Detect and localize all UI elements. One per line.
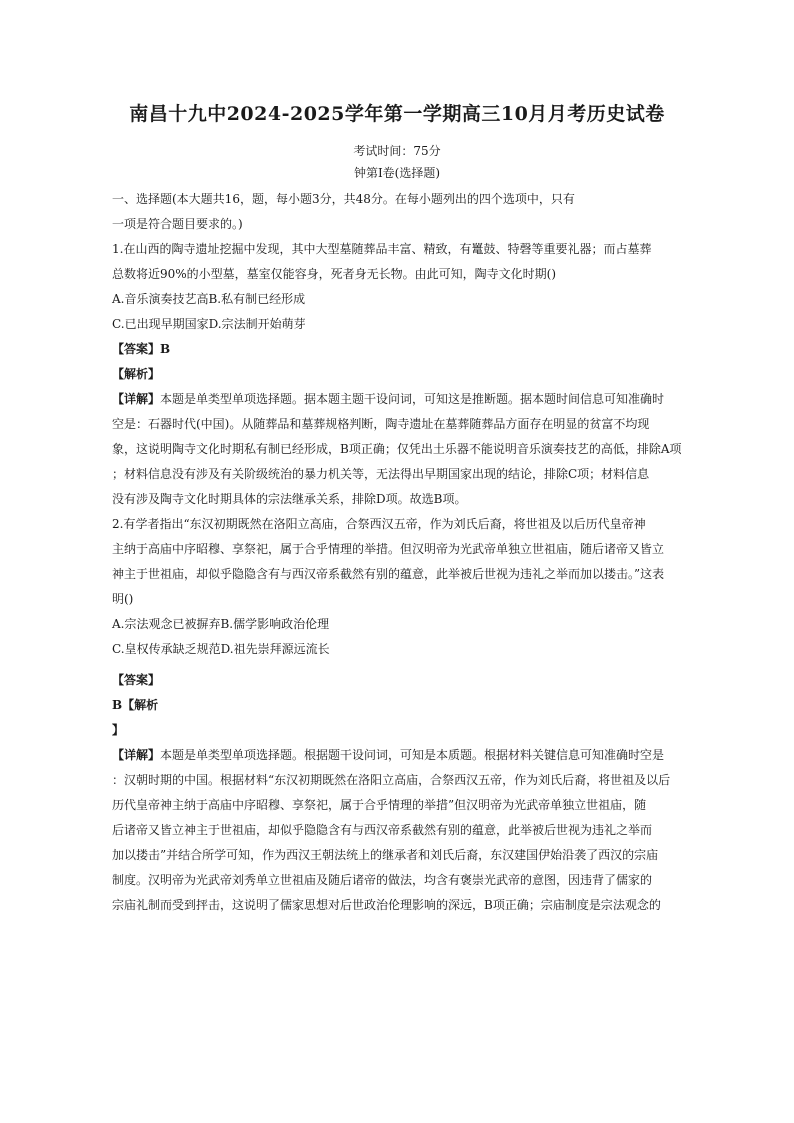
q2-answer-value: B xyxy=(112,698,123,712)
section-line-2: 一项是符合题目要求的。) xyxy=(112,217,243,231)
q2-stem-line-4: 明() xyxy=(112,592,134,606)
q2-detail-line-6: 制度。汉明帝为光武帝刘秀单立世祖庙及随后诸帝的做法，均含有褒崇光武帝的意图，因违背了儒家的 xyxy=(112,873,653,887)
page-title: 南昌十九中2024-2025学年第一学期高三10月月考历史试卷 xyxy=(129,103,665,125)
q2-stem-line-2: 主纳于高庙中序昭穆、享祭祀，属于合乎情理的举措。但汉明帝为光武帝单独立世祖庙，随后诸帝又皆立 xyxy=(112,542,665,556)
q1-stem-line-1: 1.在山西的陶寺遗址挖掘中发现，其中大型墓随葬品丰富、精致，有鼍鼓、特磬等重要礼器；而占墓葬 xyxy=(112,242,652,256)
q1-detail-line-3: 象，这说明陶寺文化时期私有制已经形成，B项正确；仅凭出土乐器不能说明音乐演奏技艺的高低，排除A项 xyxy=(112,442,682,456)
q1-stem-line-2: 总数将近90%的小型墓，墓室仅能容身，死者身无长物。由此可知，陶寺文化时期() xyxy=(112,267,557,281)
section-line-1: 一、选择题(本大题共16，题，每小题3分，共48分。在每小题列出的四个选项中，只有 xyxy=(112,192,575,206)
question-2 xyxy=(112,512,682,918)
q2-detail-line-1 xyxy=(112,743,682,768)
q1-detail-line-2: 空是：石器时代(中国)。从随葬品和墓葬规格判断，陶寺遗址在墓葬随葬品方面存在明显的贫富不均现 xyxy=(112,417,650,431)
q2-options-line-1: A.宗法观念已被摒弃B.儒学影响政治伦理 xyxy=(112,617,330,631)
q1-detail-line-1 xyxy=(112,387,682,412)
q1-detail-line-5: 没有涉及陶寺文化时期具体的宗法继承关系，排除D项。故选B项。 xyxy=(112,492,467,506)
q2-detail-line-2: ：汉朝时期的中国。根据材料“东汉初期既然在洛阳立高庙，合祭西汉五帝，作为刘氏后裔，将世祖及以后 xyxy=(112,773,671,787)
q1-options-line-2: C.已出现早期国家D.宗法制开始萌芽 xyxy=(112,317,306,331)
q2-detail-tag: 【详解】 xyxy=(112,748,161,762)
section-heading xyxy=(112,187,682,237)
q1-detail-line-4: ；材料信息没有涉及有关阶级统治的暴力机关等，无法得出早期国家出现的结论，排除C项；材料信息 xyxy=(112,467,650,481)
volume-label: 钟第I卷(选择题) xyxy=(353,166,441,180)
q2-analysis-tag-close: 】 xyxy=(112,723,125,737)
q2-options-line-2: C.皇权传承缺乏规范D.祖先崇拜源远流长 xyxy=(112,642,330,656)
q2-answer-tag: 【答案】 xyxy=(112,673,161,687)
question-1 xyxy=(112,237,682,512)
q1-answer xyxy=(112,337,682,362)
q2-detail-line-4: 后诸帝又皆立神主于世祖庙，却似乎隐隐含有与西汉帝系截然有别的蕴意，此举被后世视为违礼之举而 xyxy=(112,823,653,837)
q2-analysis-tag-open: 【解析 xyxy=(122,698,159,712)
q1-detail-text-1: 本题是单类型单项选择题。据本题主题干设问词，可知这是推断题。据本题时间信息可知准确时 xyxy=(160,392,665,406)
q1-answer-tag: 【答案】 xyxy=(112,342,161,356)
q2-stem-line-3: 神主于世祖庙，却似乎隐隐含有与西汉帝系截然有别的蕴意，此举被后世视为违礼之举而加以搂击。”这表 xyxy=(112,567,665,581)
q2-detail-line-3: 历代皇帝神主纳于高庙中序昭穆、享祭祀，属于合乎情理的举措”但汉明帝为光武帝单独立世祖庙，随 xyxy=(112,798,647,812)
q2-stem-line-1: 2.有学者指出“东汉初期既然在洛阳立高庙，合祭西汉五帝，作为刘氏后裔，将世祖及以后历代皇帝神 xyxy=(112,517,646,531)
exam-time: 考试时间：75分 xyxy=(353,144,441,158)
q2-detail-text-1: 本题是单类型单项选择题。根据题干设问词，可知是本质题。根据材料关键信息可知准确时空是 xyxy=(160,748,665,762)
q2-detail-line-5: 加以搂击”并结合所学可知，作为西汉王朝法统上的继承者和刘氏后裔，东汉建国伊始沿袭了西汉的宗庙 xyxy=(112,848,659,862)
q2-detail-line-7: 宗庙礼制而受到抨击，这说明了儒家思想对后世政治伦理影响的深远，B项正确；宗庙制度是宗法观念的 xyxy=(112,898,661,912)
q1-answer-value: B xyxy=(160,342,171,356)
q1-detail-tag: 【详解】 xyxy=(112,392,161,406)
q2-answer-line xyxy=(112,693,682,718)
q1-analysis-tag: 【解析】 xyxy=(112,367,161,381)
q1-options-line-1: A.音乐演奏技艺高B.私有制已经形成 xyxy=(112,292,306,306)
